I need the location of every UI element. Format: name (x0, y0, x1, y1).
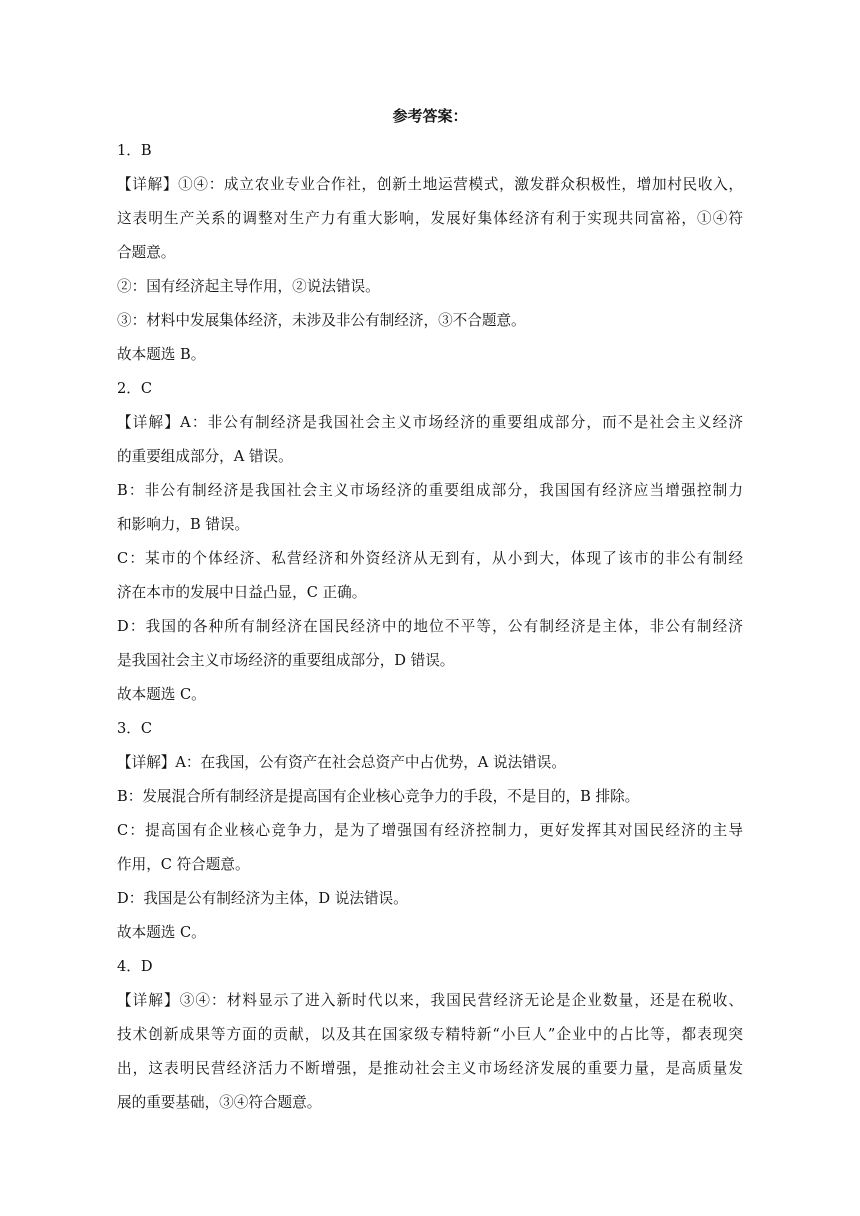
answer-1-conclusion: 故本题选 B。 (117, 346, 206, 363)
answer-4-explanation-line: 【详解】③④：材料显示了进入新时代以来，我国民营经济无论是企业数量，还是在税收、 (117, 992, 743, 1009)
answer-2-option-note: D：我国的各种所有制经济在国民经济中的地位不平等，公有制经济是主体，非公有制经济 (117, 618, 743, 635)
answer-4-explanation-line: 技术创新成果等方面的贡献，以及其在国家级专精特新“小巨人”企业中的占比等，都表现突 (117, 1026, 743, 1043)
answer-3-number: 3．C (117, 720, 153, 737)
answer-3-option-note: B：发展混合所有制经济是提高国有企业核心竞争力的手段，不是目的，B 排除。 (117, 788, 640, 805)
answer-3-explanation-line: 【详解】A：在我国，公有资产在社会总资产中占优势，A 说法错误。 (117, 754, 566, 771)
answer-2-option-note: 和影响力，B 错误。 (117, 516, 250, 533)
answer-1-option-note: ②：国有经济起主导作用，②说法错误。 (117, 278, 380, 295)
answer-1-explanation-line: 合题意。 (117, 244, 176, 261)
answer-2-explanation-line: 的重要组成部分，A 错误。 (117, 448, 293, 465)
answer-3-option-note: 作用，C 符合题意。 (117, 856, 250, 873)
answer-1-option-note: ③：材料中发展集体经济，未涉及非公有制经济，③不合题意。 (117, 312, 526, 329)
answer-2-option-note: B：非公有制经济是我国社会主义市场经济的重要组成部分，我国国有经济应当增强控制力 (117, 482, 743, 499)
answer-3-conclusion: 故本题选 C。 (117, 924, 206, 941)
answer-4-number: 4．D (117, 958, 153, 975)
answer-2-option-note: 济在本市的发展中日益凸显，C 正确。 (117, 584, 367, 601)
answer-2-option-note: C：某市的个体经济、私营经济和外资经济从无到有，从小到大，体现了该市的非公有制经 (117, 550, 743, 567)
answer-3-option-note: D：我国是公有制经济为主体，D 说法错误。 (117, 890, 408, 907)
answer-1-explanation-line: 这表明生产关系的调整对生产力有重大影响，发展好集体经济有利于实现共同富裕，①④符 (117, 210, 743, 227)
page-title: 参考答案： (392, 107, 468, 125)
answer-2-explanation-line: 【详解】A：非公有制经济是我国社会主义市场经济的重要组成部分，而不是社会主义经济 (117, 414, 743, 431)
answer-4-explanation-line: 展的重要基础，③④符合题意。 (117, 1094, 322, 1111)
answer-content (117, 134, 743, 1120)
answer-1-number: 1．B (117, 142, 152, 159)
answer-2-conclusion: 故本题选 C。 (117, 686, 206, 703)
answer-2-option-note: 是我国社会主义市场经济的重要组成部分，D 错误。 (117, 652, 455, 669)
answer-2-number: 2．C (117, 380, 153, 397)
answer-4-explanation-line: 出，这表明民营经济活力不断增强，是推动社会主义市场经济发展的重要力量，是高质量发 (117, 1060, 743, 1077)
answer-3-option-note: C：提高国有企业核心竞争力，是为了增强国有经济控制力，更好发挥其对国民经济的主导 (117, 822, 743, 839)
answer-1-explanation-line: 【详解】①④：成立农业专业合作社，创新土地运营模式，激发群众积极性，增加村民收入， (117, 176, 743, 193)
